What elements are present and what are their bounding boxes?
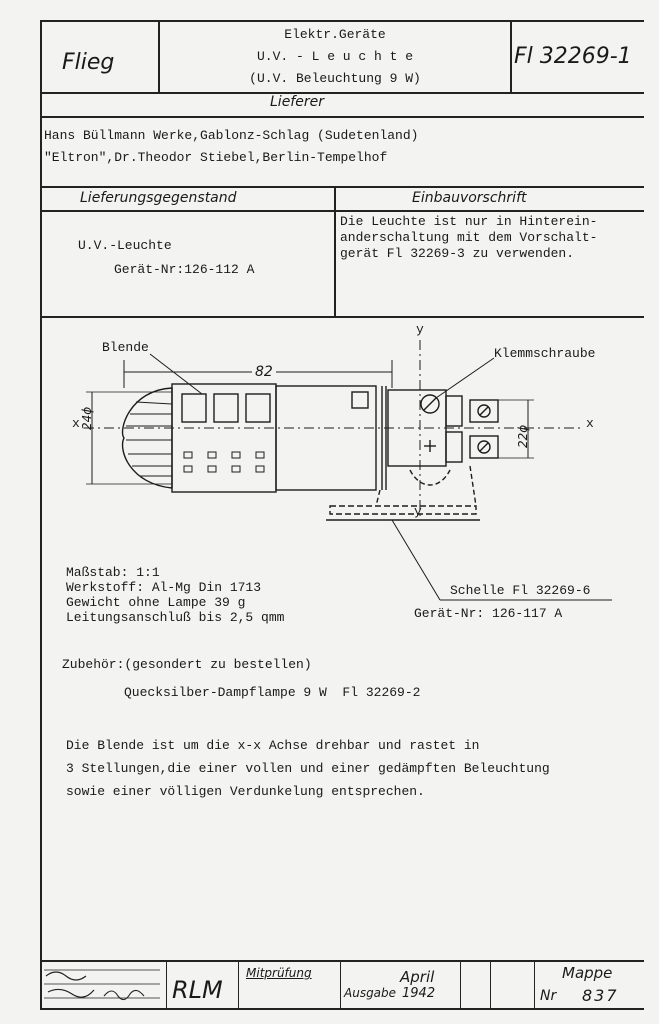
supplier-1: Hans Büllmann Werke,Gablonz-Schlag (Sudetenland) [44,128,419,143]
supplier-2: "Eltron",Dr.Theodor Stiebel,Berlin-Tempelhof [44,150,388,165]
y-axis-label-bottom: y [414,504,422,519]
label-klemmschraube: Klemmschraube [494,346,596,361]
nr-label: Nr [540,988,557,1004]
installation-instructions: Die Leuchte ist nur in Hinterein- anderschaltung mit dem Vorschalt- gerät Fl 32269-3 zu verwenden. [340,214,598,261]
title-line-3: (U.V. Beleuchtung 9 W) [249,71,421,86]
ausgabe-month: April [400,968,435,986]
schelle-label: Schelle Fl 32269-6 [450,583,591,598]
schelle-number: Gerät-Nr: 126-117 A [414,606,563,621]
flieg-label: Flieg [62,50,115,75]
mitpruefung-label: Mitprüfung [246,966,312,980]
right-column-header: Einbauvorschrift [412,190,527,206]
document-number: Fl 32269-1 [514,44,632,69]
title-line-2: U.V. - L e u c h t e [256,49,414,64]
lieferer-label: Lieferer [270,94,324,110]
item-name: U.V.-Leuchte [78,238,172,253]
dimension-24: 24ϕ [80,406,94,430]
ausgabe-label: Ausgabe [344,986,397,1000]
x-axis-label-left: x [72,416,80,431]
left-column-header: Lieferungsgegenstand [80,190,237,206]
label-blende: Blende [102,340,149,355]
rlm-label: RLM [172,976,223,1004]
ausgabe-year: 1942 [402,986,436,1001]
x-axis-label-right: x [586,416,594,431]
y-axis-label-top: y [416,322,424,337]
spec-connection: Leitungsanschluß bis 2,5 qmm [66,610,285,625]
title-line-1: Elektr.Geräte [284,27,386,42]
nr-value: 837 [582,986,619,1005]
accessories-heading: Zubehör:(gesondert zu bestellen) [62,657,312,672]
spec-weight: Gewicht ohne Lampe 39 g [66,595,246,610]
rotation-note: Die Blende ist um die x-x Achse drehbar und rastet in 3 Stellungen,die einer vollen und einer gedämpften Beleuchtung sowie einer völligen Verdunkelung entsprechen. [66,738,550,799]
spec-scale: Maßstab: 1:1 [66,565,160,580]
mappe-label: Mappe [562,964,613,982]
spec-material: Werkstoff: Al-Mg Din 1713 [66,580,262,595]
dimension-82: 82 [252,364,276,380]
dimension-22: 22ϕ [516,424,530,448]
item-number: Gerät-Nr:126-112 A [114,262,255,277]
accessories-item: Quecksilber-Dampflampe 9 W Fl 32269-2 [124,685,421,700]
